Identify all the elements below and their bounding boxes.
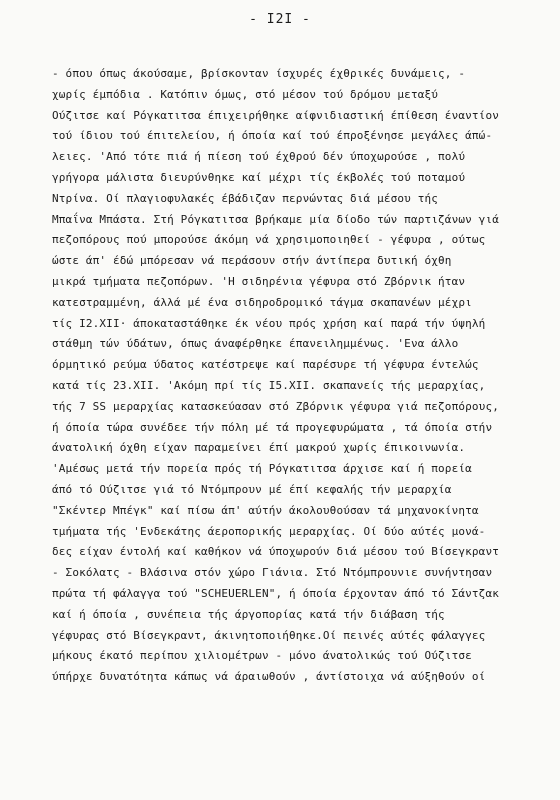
text-line: καί ή όποία , συνέπεια τής άργοπορίας κατά τήν διάβαση τής (52, 607, 445, 621)
text-line: γρήγορα μάλιστα διευρύνθηκε καί μέχρι τίς έκβολές τού ποταμού (52, 170, 466, 184)
text-line: - όπου όπως άκούσαμε, βρίσκονταν ίσχυρές έχθρικές δυνάμεις, - (52, 67, 466, 80)
text-line: άνατολική όχθη είχαν παραμείνει έπί μακρού χωρίς έπικοινωνία. (52, 441, 466, 455)
text-line: τίς I2.XII· άποκαταστάθηκε έκ νέου πρός χρήση καί παρά τήν ύψηλή (52, 316, 486, 330)
text-line: πεζοπόρους πού μπορούσε άκόμη νά χρησιμοποιηθεί - γέφυρα , ούτως (52, 233, 486, 247)
text-line: γέφυρας στό Βίσεγκραντ, άκινητοποιήθηκε.Οί πεινές αύτές φάλαγγες (52, 628, 486, 642)
text-line: στάθμη τών ύδάτων, όπως άναφέρθηκε έπανειλημμένως. 'Ενα άλλο (52, 337, 459, 351)
page-number: - I2I - (249, 12, 311, 27)
text-line: κατά τίς 23.XII. 'Ακόμη πρί τίς I5.XII. σκαπανείς τής μεραρχίας, (52, 378, 486, 392)
text-line: άπό τό Ούζιτσε γιά τό Ντόμπρουν μέ έπί κεφαλής τήν μεραρχία (52, 482, 452, 496)
text-line: 'Αμέσως μετά τήν πορεία πρός τή Ρόγκατιτσα άρχισε καί ή πορεία (52, 462, 472, 476)
text-line: Ούζιτσε καί Ρόγκατιτσα έπιχειρήθηκε αίφνιδιαστική έπίθεση έναντίον (52, 108, 499, 122)
text-line: Μπαΐνα Μπάστα. Στή Ρόγκατιτσα βρήκαμε μία δίοδο τών παρτιζάνων γιά (52, 212, 499, 226)
text-line: κατεστραμμένη, άλλά μέ ένα σιδηροδρομικό τάγμα σκαπανέων μέχρι (52, 295, 472, 309)
text-line: τής 7 SS μεραρχίας κατασκεύασαν στό Ζβόρνικ γέφυρα γιά πεζοπόρους, (52, 399, 499, 413)
text-line: ώστε άπ' έδώ μπόρεσαν νά περάσουν στήν άντίπερα δυτική όχθη (52, 254, 452, 268)
text-line: δες είχαν έντολή καί καθήκον νά ύποχωρούν διά μέσου τού Βίσεγκραντ (52, 545, 499, 559)
text-line: τμήματα τής 'Ενδεκάτης άεροπορικής μεραρχίας. Οί δύο αύτές μονά- (52, 524, 486, 538)
text-line: μικρά τμήματα πεζοπόρων. 'Η σιδηρένια γέφυρα στό Ζβόρνικ ήταν (52, 274, 466, 288)
body-text (52, 64, 552, 688)
text-line: τού ίδιου τού έπιτελείου, ή όποία καί τού έπροξένησε μεγάλες άπώ- (52, 129, 493, 143)
text-line: - Σοκόλατς - Βλάσινα στόν χώρο Γιάνια. Στό Ντόμπρουνιε συνήντησαν (52, 566, 493, 580)
text-line: "Σκέντερ Μπέγκ" καί πίσω άπ' αύτήν άκολουθούσαν τά μηχανοκίνητα (52, 503, 479, 517)
text-line: όρμητικό ρεύμα ύδατος κατέστρεψε καί παρέσυρε τή γέφυρα έντελώς (52, 358, 479, 372)
text-line: λειες. 'Από τότε πιά ή πίεση τού έχθρού δέν ύποχωρούσε , πολύ (52, 150, 466, 164)
text-line: ή όποία τώρα συνέδεε τήν πόλη μέ τά προγεφυρώματα , τά όποία στήν (52, 420, 493, 434)
text-line: ύπήρχε δυνατότητα κάπως νά άραιωθούν , άντίστοιχα νά αύξηθούν οί (52, 670, 486, 684)
text-line: Ντρίνα. Οί πλαγιοφυλακές έβάδιζαν περνώντας διά μέσου τής (52, 191, 439, 205)
text-line: χωρίς έμπόδια . Κατόπιν όμως, στό μέσον τού δρόμου μεταξύ (52, 87, 439, 101)
text-line: πρώτα τή φάλαγγα τού "SCHEUERLEN", ή όποία έρχονταν άπό τό Σάντζακ (52, 586, 499, 600)
text-line: μήκους έκατό περίπου χιλιομέτρων - μόνο άνατολικώς τού Ούζιτσε (52, 649, 472, 663)
